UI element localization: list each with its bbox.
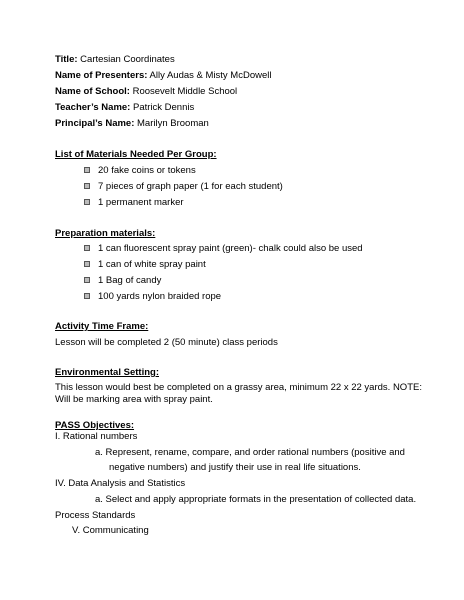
environment-text-2: Will be marking area with spray paint. bbox=[55, 394, 213, 405]
presenters-line bbox=[55, 70, 271, 82]
list-item: 1 Bag of candy bbox=[84, 275, 161, 287]
pass-i-a-1: a. Represent, rename, compare, and order rational numbers (positive and bbox=[95, 447, 405, 458]
list-item: 1 can fluorescent spray paint (green)- chalk could also be used bbox=[84, 243, 363, 255]
title-line bbox=[55, 54, 175, 66]
square-bullet-icon bbox=[84, 183, 90, 189]
square-bullet-icon bbox=[84, 167, 90, 173]
school-label: Name of School: bbox=[55, 86, 130, 97]
timeframe-text: Lesson will be completed 2 (50 minute) class periods bbox=[55, 337, 278, 348]
environment-heading: Environmental Setting: bbox=[55, 367, 159, 378]
teacher-value: Patrick Dennis bbox=[132, 102, 195, 113]
school-value: Roosevelt Middle School bbox=[132, 86, 238, 97]
square-bullet-icon bbox=[84, 277, 90, 283]
pass-i-label: I. Rational numbers bbox=[55, 431, 138, 442]
square-bullet-icon bbox=[84, 261, 90, 267]
teacher-label: Teacher’s Name: bbox=[55, 102, 131, 113]
list-item: 100 yards nylon braided rope bbox=[84, 291, 221, 303]
pass-iv-label: IV. Data Analysis and Statistics bbox=[55, 478, 186, 489]
title-value: Cartesian Coordinates bbox=[80, 54, 175, 65]
process-standards: Process Standards bbox=[55, 510, 136, 521]
pass-iv-a: a. Select and apply appropriate formats in the presentation of collected data. bbox=[95, 494, 417, 505]
preparation-heading: Preparation materials: bbox=[55, 228, 156, 239]
pass-heading: PASS Objectives: bbox=[55, 420, 135, 431]
list-item: 7 pieces of graph paper (1 for each student) bbox=[84, 181, 283, 193]
principal-label: Principal’s Name: bbox=[55, 118, 135, 129]
principal-value: Marilyn Brooman bbox=[137, 118, 209, 129]
principal-line bbox=[55, 118, 209, 130]
square-bullet-icon bbox=[84, 199, 90, 205]
square-bullet-icon bbox=[84, 245, 90, 251]
presenters-value: Ally Audas & Misty McDowell bbox=[149, 70, 272, 81]
list-item: 20 fake coins or tokens bbox=[84, 165, 196, 177]
list-item: 1 can of white spray paint bbox=[84, 259, 206, 271]
title-label: Title: bbox=[55, 54, 78, 65]
pass-v-label: V. Communicating bbox=[72, 525, 149, 536]
environment-text-1: This lesson would best be completed on a grassy area, minimum 22 x 22 yards. NOTE: bbox=[55, 382, 422, 393]
school-line bbox=[55, 86, 237, 98]
materials-heading: List of Materials Needed Per Group: bbox=[55, 149, 217, 160]
square-bullet-icon bbox=[84, 293, 90, 299]
pass-i-a-2: negative numbers) and justify their use in real life situations. bbox=[109, 462, 361, 473]
teacher-line bbox=[55, 102, 194, 114]
timeframe-heading: Activity Time Frame: bbox=[55, 321, 149, 332]
list-item: 1 permanent marker bbox=[84, 197, 184, 209]
presenters-label: Name of Presenters: bbox=[55, 70, 148, 81]
